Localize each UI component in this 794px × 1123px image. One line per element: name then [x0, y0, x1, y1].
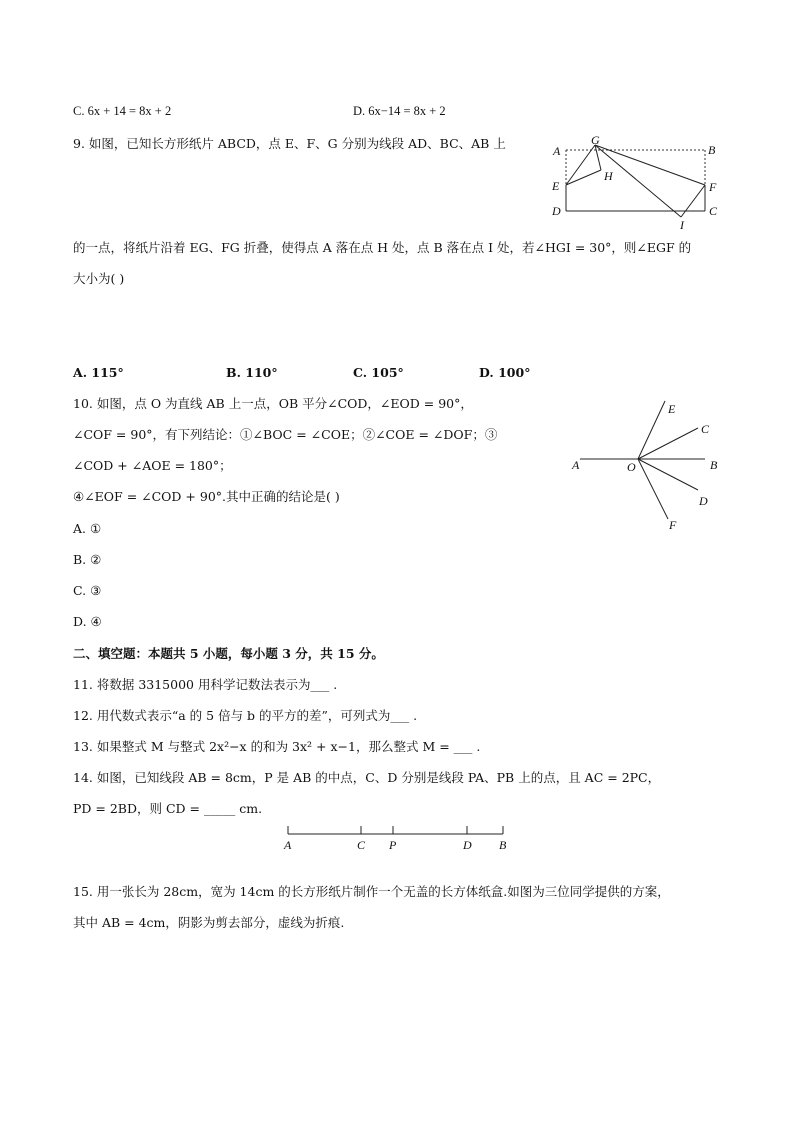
q9-stem-line3: 大小为( ): [73, 271, 125, 286]
q9-label-f: F: [709, 180, 717, 194]
q9-stem-line2: 的一点，将纸片沿着 EG、FG 折叠，使得点 A 落在点 H 处，点 B 落在点 I 处，若∠HGI = 30°，则∠EGF 的: [73, 240, 692, 255]
q11-stem: 11. 将数据 3315000 用科学记数法表示为___ .: [73, 677, 338, 692]
q10-label-c: C: [701, 422, 710, 436]
q13-stem: 13. 如果整式 M 与整式 2x²−x 的和为 3x² + x−1，那么整式 M = ___ .: [73, 739, 481, 754]
q10-stem-line4: ④∠EOF = ∠COD + 90°.其中正确的结论是( ): [73, 489, 340, 504]
q9-label-e: E: [552, 179, 560, 193]
q14-stem-line2: PD = 2BD，则 CD = _____ cm.: [73, 801, 263, 816]
q10-option-b: B. ②: [73, 552, 102, 567]
q15-stem-line1: 15. 用一张长为 28cm，宽为 14cm 的长方形纸片制作一个无盖的长方体纸盒.如图为三位同学提供的方案，: [73, 884, 670, 899]
q10-label-d: D: [699, 494, 708, 508]
q12-stem: 12. 用代数式表示“a 的 5 倍与 b 的平方的差”，可列式为___ .: [73, 708, 418, 723]
q9-option-a: A. 115°: [73, 365, 124, 380]
q9-option-b: B. 110°: [226, 365, 278, 380]
q14-label-p: P: [389, 838, 397, 852]
q9-rectangle-figure: [548, 133, 728, 233]
q9-label-c: C: [709, 204, 718, 218]
q10-angle-figure: [565, 395, 730, 535]
q9-label-b: B: [708, 143, 716, 157]
q10-stem-line3: ∠COD + ∠AOE = 180°；: [73, 458, 232, 473]
q14-segment-figure: [280, 822, 520, 854]
q10-option-a: A. ①: [73, 521, 102, 536]
q9-label-g: G: [591, 133, 600, 147]
q14-stem-line1: 14. 如图，已知线段 AB = 8cm，P 是 AB 的中点，C、D 分别是线段 PA、PB 上的点，且 AC = 2PC，: [73, 770, 661, 785]
q10-label-a: A: [572, 458, 580, 472]
q9-label-i: I: [680, 218, 684, 232]
q9-option-c: C. 105°: [353, 365, 404, 380]
q14-label-b: B: [499, 838, 507, 852]
q10-label-f: F: [669, 518, 677, 532]
q10-label-o: O: [627, 460, 636, 474]
q9-label-h: H: [604, 169, 613, 183]
q9-option-d: D. 100°: [479, 365, 531, 380]
q14-label-c: C: [357, 838, 366, 852]
q14-label-a: A: [284, 838, 292, 852]
q10-option-c: C. ③: [73, 583, 102, 598]
q8-option-d: D. 6x−14 = 8x + 2: [353, 104, 446, 118]
q10-label-b: B: [710, 458, 718, 472]
q14-label-d: D: [463, 838, 472, 852]
q10-label-e: E: [668, 402, 676, 416]
q10-stem-line1: 10. 如图，点 O 为直线 AB 上一点，OB 平分∠COD，∠EOD = 90°，: [73, 396, 473, 411]
q8-option-c: C. 6x + 14 = 8x + 2: [73, 104, 172, 118]
q9-stem-line1: 9. 如图，已知长方形纸片 ABCD，点 E、F、G 分别为线段 AD、BC、AB 上: [73, 136, 506, 151]
section-heading-fill-blank: 二、填空题：本题共 5 小题，每小题 3 分，共 15 分。: [73, 646, 384, 661]
q15-stem-line2: 其中 AB = 4cm，阴影为剪去部分，虚线为折痕.: [73, 915, 345, 930]
q10-stem-line2: ∠COF = 90°，有下列结论：①∠BOC = ∠COE；②∠COE = ∠DOF；③: [73, 427, 498, 442]
q9-label-d: D: [552, 204, 561, 218]
q9-label-a: A: [553, 144, 561, 158]
q10-option-d: D. ④: [73, 614, 102, 629]
